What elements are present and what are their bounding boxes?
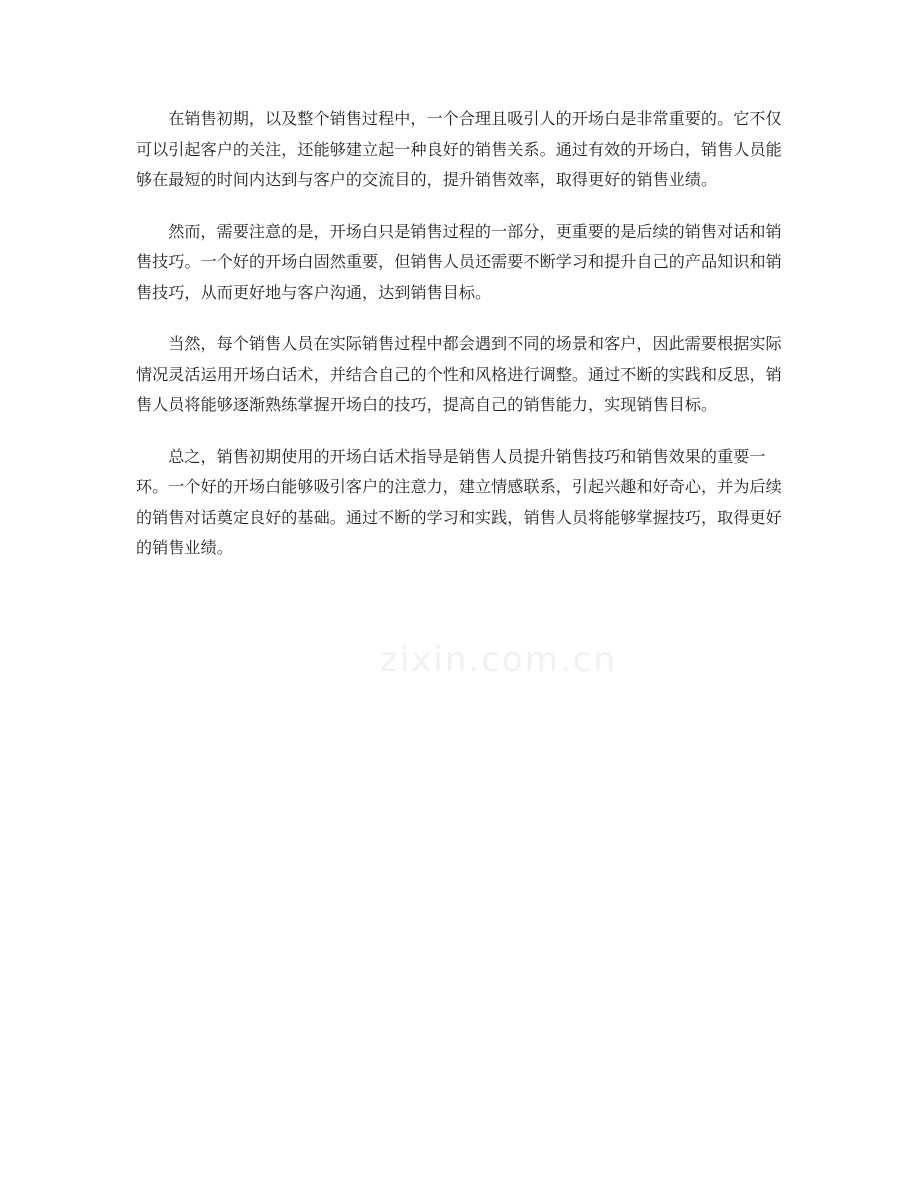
- watermark: zixin.com.cn: [380, 640, 617, 680]
- paragraph-1: 在销售初期，以及整个销售过程中，一个合理且吸引人的开场白是非常重要的。它不仅可以引起客户的关注，还能够建立起一种良好的销售关系。通过有效的开场白，销售人员能够在最短的时间内达到与客户的交流目的，提升销售效率，取得更好的销售业绩。: [136, 109, 782, 189]
- paragraph-3: 当然，每个销售人员在实际销售过程中都会遇到不同的场景和客户，因此需要根据实际情况灵活运用开场白话术，并结合自己的个性和风格进行调整。通过不断的实践和反思，销售人员将能够逐渐熟练掌握开场白的技巧，提高自己的销售能力，实现销售目标。: [136, 334, 782, 414]
- paragraph-2: 然而，需要注意的是，开场白只是销售过程的一部分，更重要的是后续的销售对话和销售技巧。一个好的开场白固然重要，但销售人员还需要不断学习和提升自己的产品知识和销售技巧，从而更好地与客户沟通，达到销售目标。: [136, 221, 782, 302]
- document-body: [136, 104, 784, 585]
- paragraph-4: 总之，销售初期使用的开场白话术指导是销售人员提升销售技巧和销售效果的重要一环。一个好的开场白能够吸引客户的注意力，建立情感联系，引起兴趣和好奇心，并为后续的销售对话奠定良好的基础。通过不断的学习和实践，销售人员将能够掌握技巧，取得更好的销售业绩。: [136, 446, 782, 557]
